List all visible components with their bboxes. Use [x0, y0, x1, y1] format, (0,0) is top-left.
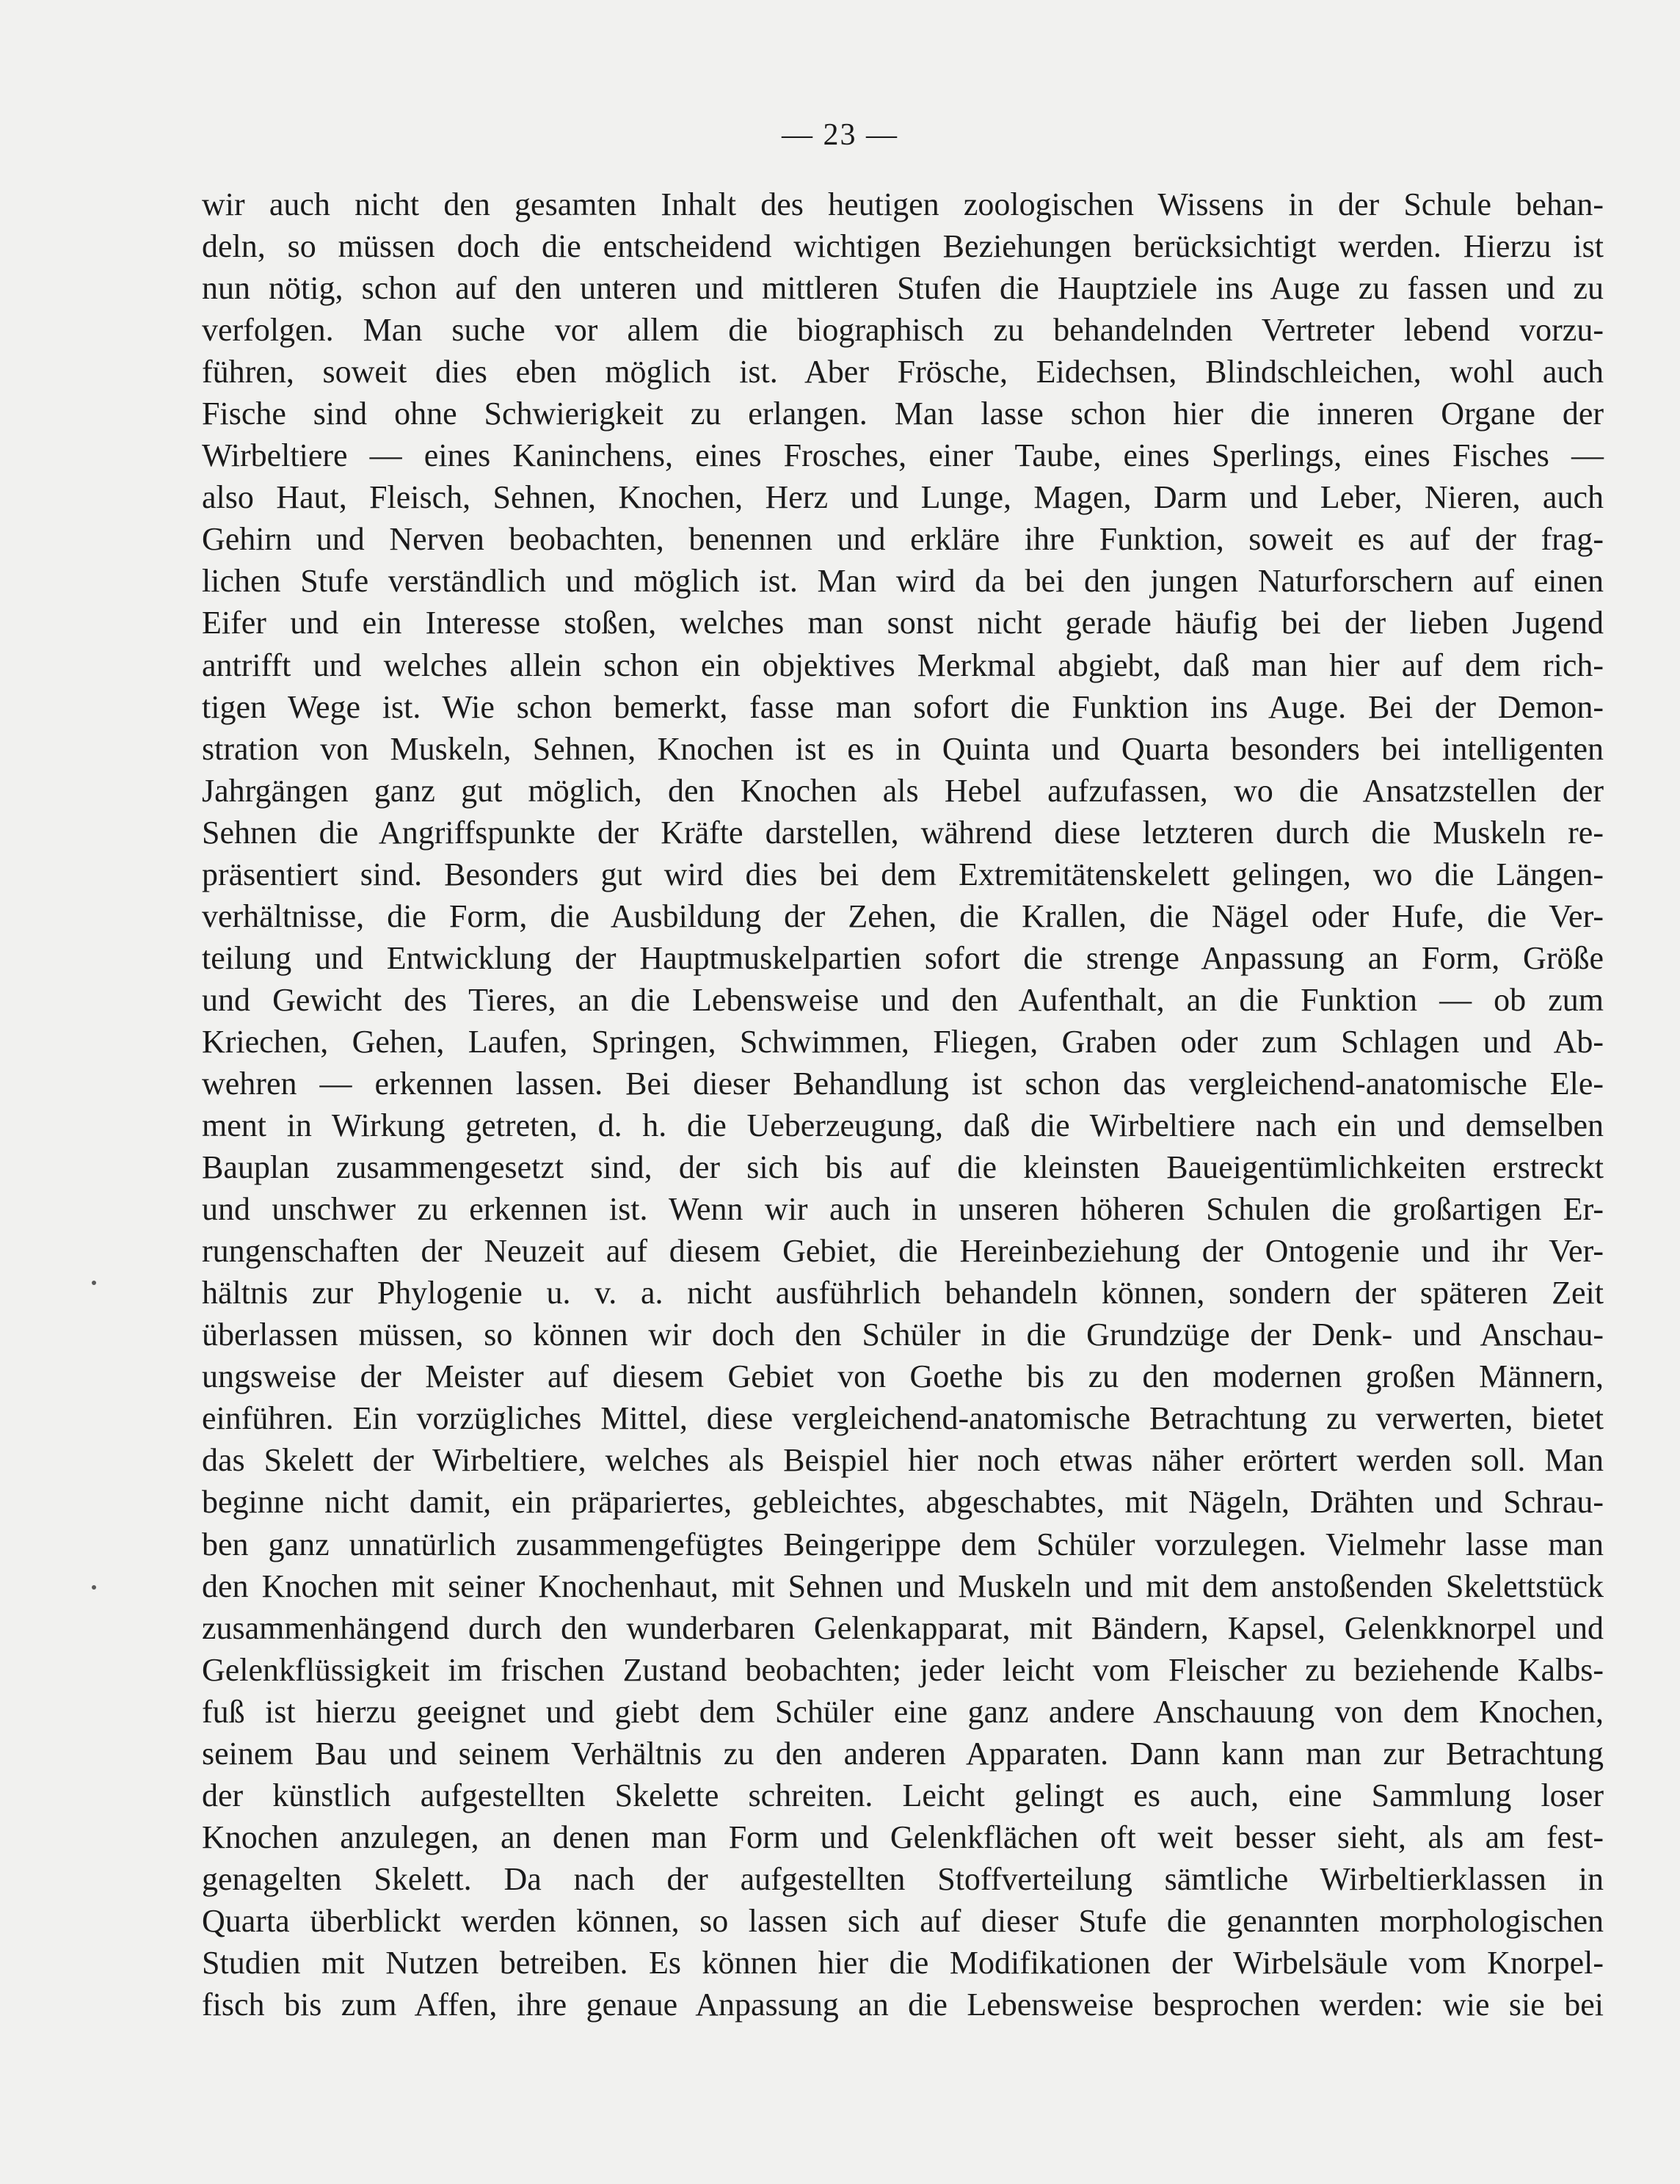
- text-line: deln, so müssen doch die entscheidend wichtigen Beziehungen berücksichtigt werden. Hierzu ist: [202, 228, 1604, 265]
- text-line: antrifft und welches allein schon ein objektives Merkmal abgiebt, daß man hier auf dem rich-: [202, 647, 1604, 683]
- text-line: rungenschaften der Neuzeit auf diesem Gebiet, die Hereinbeziehung der Ontogenie und ihr Ver-: [202, 1233, 1604, 1270]
- text-line: und unschwer zu erkennen ist. Wenn wir auch in unseren höheren Schulen die großartigen Er-: [202, 1191, 1604, 1228]
- margin-mark: [92, 1585, 96, 1590]
- text-line: Sehnen die Angriffspunkte der Kräfte darstellen, während diese letzteren durch die Muskeln re-: [202, 814, 1604, 851]
- text-line: Eifer und ein Interesse stoßen, welches man sonst nicht gerade häufig bei der lieben Jugend: [202, 605, 1604, 641]
- text-line: Knochen anzulegen, an denen man Form und Gelenkflächen oft weit besser sieht, als am fest-: [202, 1819, 1604, 1855]
- text-line: ungsweise der Meister auf diesem Gebiet von Goethe bis zu den modernen großen Männern,: [202, 1358, 1604, 1395]
- text-line: Gehirn und Nerven beobachten, benennen und erkläre ihre Funktion, soweit es auf der frag-: [202, 521, 1604, 558]
- text-line: der künstlich aufgestellten Skelette schreiten. Leicht gelingt es auch, eine Sammlung loser: [202, 1777, 1604, 1813]
- text-line: genagelten Skelett. Da nach der aufgestellten Stoffverteilung sämtliche Wirbeltierklassen in: [202, 1860, 1604, 1897]
- text-line: Fische sind ohne Schwierigkeit zu erlangen. Man lasse schon hier die inneren Organe der: [202, 396, 1604, 432]
- text-line: beginne nicht damit, ein präpariertes, gebleichtes, abgeschabtes, mit Nägeln, Drähten und Schrau-: [202, 1484, 1604, 1521]
- text-line: einführen. Ein vorzügliches Mittel, diese vergleichend-anatomische Betrachtung zu verwerten, bietet: [202, 1400, 1604, 1437]
- text-line: teilung und Entwicklung der Hauptmuskelpartien sofort die strenge Anpassung an Form, Größe: [202, 939, 1604, 976]
- text-line: Quarta überblickt werden können, so lassen sich auf dieser Stufe die genannten morphologischen: [202, 1902, 1604, 1939]
- text-line: den Knochen mit seiner Knochenhaut, mit Sehnen und Muskeln und mit dem anstoßenden Skelettstück: [202, 1568, 1604, 1604]
- text-line: und Gewicht des Tieres, an die Lebensweise und den Aufenthalt, an die Funktion — ob zum: [202, 981, 1604, 1018]
- text-line: lichen Stufe verständlich und möglich ist. Man wird da bei den jungen Naturforschern auf einen: [202, 563, 1604, 600]
- text-line: Wirbeltiere — eines Kaninchens, eines Frosches, einer Taube, eines Sperlings, eines Fisches —: [202, 437, 1604, 474]
- text-line: wehren — erkennen lassen. Bei dieser Behandlung ist schon das vergleichend-anatomische Ele-: [202, 1065, 1604, 1102]
- text-line: führen, soweit dies eben möglich ist. Aber Frösche, Eidechsen, Blindschleichen, wohl auch: [202, 354, 1604, 390]
- text-line: verhältnisse, die Form, die Ausbildung der Zehen, die Krallen, die Nägel oder Hufe, die Ver-: [202, 898, 1604, 934]
- text-line: Kriechen, Gehen, Laufen, Springen, Schwimmen, Fliegen, Graben oder zum Schlagen und Ab-: [202, 1023, 1604, 1060]
- text-line: verfolgen. Man suche vor allem die biographisch zu behandelnden Vertreter lebend vorzu-: [202, 312, 1604, 349]
- text-line: präsentiert sind. Besonders gut wird dies bei dem Extremitätenskelett gelingen, wo die Längen-: [202, 856, 1604, 892]
- text-line: also Haut, Fleisch, Sehnen, Knochen, Herz und Lunge, Magen, Darm und Leber, Nieren, auch: [202, 479, 1604, 516]
- text-line: Jahrgängen ganz gut möglich, den Knochen als Hebel aufzufassen, wo die Ansatzstellen der: [202, 772, 1604, 809]
- body-text: [202, 183, 1604, 2025]
- text-line: ben ganz unnatürlich zusammengefügtes Beingerippe dem Schüler vorzulegen. Vielmehr lasse man: [202, 1526, 1604, 1562]
- text-line: wir auch nicht den gesamten Inhalt des heutigen zoologischen Wissens in der Schule behan-: [202, 186, 1604, 222]
- margin-mark: [92, 1281, 96, 1285]
- text-line: fisch bis zum Affen, ihre genaue Anpassung an die Lebensweise besprochen werden: wie sie bei: [202, 1987, 1604, 2023]
- text-line: Bauplan zusammengesetzt sind, der sich bis auf die kleinsten Baueigentümlichkeiten erstreckt: [202, 1149, 1604, 1186]
- text-line: überlassen müssen, so können wir doch den Schüler in die Grundzüge der Denk- und Anschau-: [202, 1317, 1604, 1353]
- text-line: Gelenkflüssigkeit im frischen Zustand beobachten; jeder leicht vom Fleischer zu beziehende Kalbs-: [202, 1651, 1604, 1688]
- text-line: stration von Muskeln, Sehnen, Knochen ist es in Quinta und Quarta besonders bei intelligenten: [202, 730, 1604, 767]
- text-line: Studien mit Nutzen betreiben. Es können hier die Modifikationen der Wirbelsäule vom Knorpel-: [202, 1944, 1604, 1981]
- text-line: seinem Bau und seinem Verhältnis zu den anderen Apparaten. Dann kann man zur Betrachtung: [202, 1735, 1604, 1772]
- text-line: fuß ist hierzu geeignet und giebt dem Schüler eine ganz andere Anschauung von dem Knochen,: [202, 1693, 1604, 1730]
- text-line: das Skelett der Wirbeltiere, welches als Beispiel hier noch etwas näher erörtert werden soll. Man: [202, 1442, 1604, 1479]
- text-line: tigen Wege ist. Wie schon bemerkt, fasse man sofort die Funktion ins Auge. Bei der Demon-: [202, 688, 1604, 725]
- text-line: hältnis zur Phylogenie u. v. a. nicht ausführlich behandeln können, sondern der späteren Zeit: [202, 1275, 1604, 1311]
- text-line: nun nötig, schon auf den unteren und mittleren Stufen die Hauptziele ins Auge zu fassen und zu: [202, 270, 1604, 307]
- text-line: ment in Wirkung getreten, d. h. die Ueberzeugung, daß die Wirbeltiere nach ein und demselben: [202, 1107, 1604, 1144]
- text-line: zusammenhängend durch den wunderbaren Gelenkapparat, mit Bändern, Kapsel, Gelenkknorpel und: [202, 1609, 1604, 1646]
- page-number: — 23 —: [782, 118, 898, 152]
